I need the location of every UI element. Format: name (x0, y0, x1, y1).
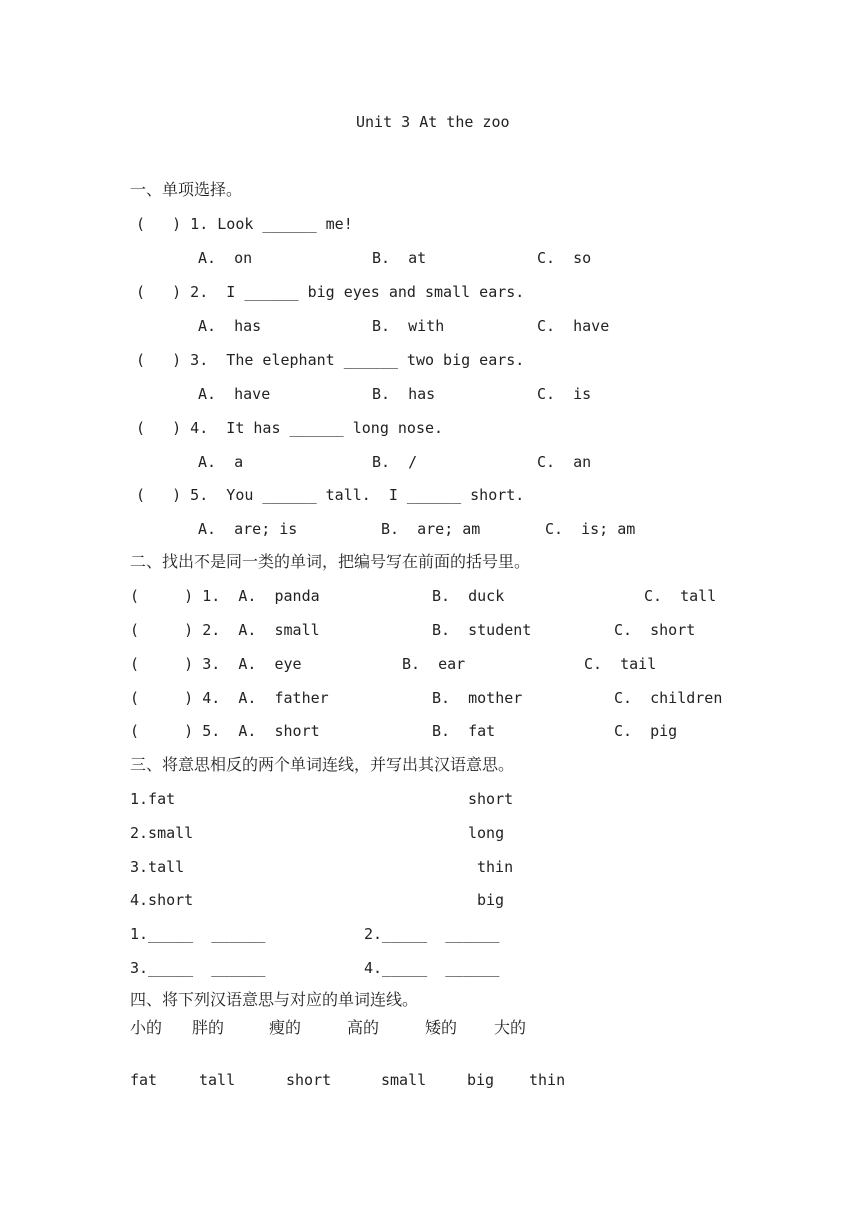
option-a: A. are; is (198, 520, 298, 538)
chinese-word: 矮的 (425, 1018, 458, 1037)
option-b: B. with (372, 317, 445, 335)
match-left-word: 4.short (130, 891, 194, 909)
option-c: C. tail (584, 655, 657, 673)
english-word: small (381, 1071, 427, 1089)
chinese-word: 高的 (347, 1018, 380, 1037)
option-c: C. children (614, 689, 723, 707)
chinese-word: 大的 (494, 1018, 527, 1037)
option-c: C. short (614, 621, 696, 639)
question-stem: ( ) 2. I ______ big eyes and small ears. (136, 283, 525, 301)
option-b: B. mother (432, 689, 523, 707)
option-b: B. has (372, 385, 436, 403)
match-left-word: 3.tall (130, 858, 185, 876)
option-c: C. so (537, 249, 592, 267)
section3-heading: 三、将意思相反的两个单词连线，并写出其汉语意思。 (130, 755, 515, 774)
option-c: C. is; am (545, 520, 636, 538)
option-b: B. fat (432, 722, 496, 740)
answer-blank: 4._____ ______ (364, 959, 500, 977)
section2-heading: 二、找出不是同一类的单词，把编号写在前面的括号里。 (130, 552, 531, 571)
option-b: B. duck (432, 587, 505, 605)
match-left-word: 1.fat (130, 790, 176, 808)
chinese-word: 胖的 (192, 1018, 225, 1037)
english-word: tall (199, 1071, 236, 1089)
option-c: C. is (537, 385, 592, 403)
odd-one-row: ( ) 4. A. father (130, 689, 329, 707)
answer-blank: 3._____ ______ (130, 959, 266, 977)
option-b: B. student (432, 621, 532, 639)
answer-blank: 2._____ ______ (364, 925, 500, 943)
option-a: A. on (198, 249, 253, 267)
english-word: big (467, 1071, 495, 1089)
chinese-word: 小的 (130, 1018, 163, 1037)
question-stem: ( ) 4. It has ______ long nose. (136, 419, 444, 437)
question-stem: ( ) 3. The elephant ______ two big ears. (136, 351, 525, 369)
match-right-word: long (468, 824, 505, 842)
option-c: C. pig (614, 722, 678, 740)
match-right-word: big (477, 891, 505, 909)
option-b: B. / (372, 453, 418, 471)
section4-heading: 四、将下列汉语意思与对应的单词连线。 (130, 990, 419, 1009)
match-right-word: short (468, 790, 514, 808)
option-c: C. an (537, 453, 592, 471)
question-stem: ( ) 1. Look ______ me! (136, 215, 353, 233)
odd-one-row: ( ) 2. A. small (130, 621, 320, 639)
chinese-word: 瘦的 (269, 1018, 302, 1037)
english-word: short (286, 1071, 332, 1089)
option-a: A. a (198, 453, 244, 471)
option-b: B. at (372, 249, 427, 267)
odd-one-row: ( ) 3. A. eye (130, 655, 302, 673)
option-a: A. has (198, 317, 262, 335)
match-left-word: 2.small (130, 824, 194, 842)
english-word: thin (529, 1071, 566, 1089)
match-right-word: thin (477, 858, 514, 876)
option-a: A. have (198, 385, 271, 403)
option-c: C. have (537, 317, 610, 335)
section1-heading: 一、单项选择。 (130, 180, 243, 199)
option-b: B. ear (402, 655, 466, 673)
option-c: C. tall (644, 587, 717, 605)
odd-one-row: ( ) 1. A. panda (130, 587, 320, 605)
answer-blank: 1._____ ______ (130, 925, 266, 943)
odd-one-row: ( ) 5. A. short (130, 722, 320, 740)
english-word: fat (130, 1071, 158, 1089)
option-b: B. are; am (381, 520, 481, 538)
question-stem: ( ) 5. You ______ tall. I ______ short. (136, 486, 525, 504)
page-title: Unit 3 At the zoo (356, 113, 510, 131)
